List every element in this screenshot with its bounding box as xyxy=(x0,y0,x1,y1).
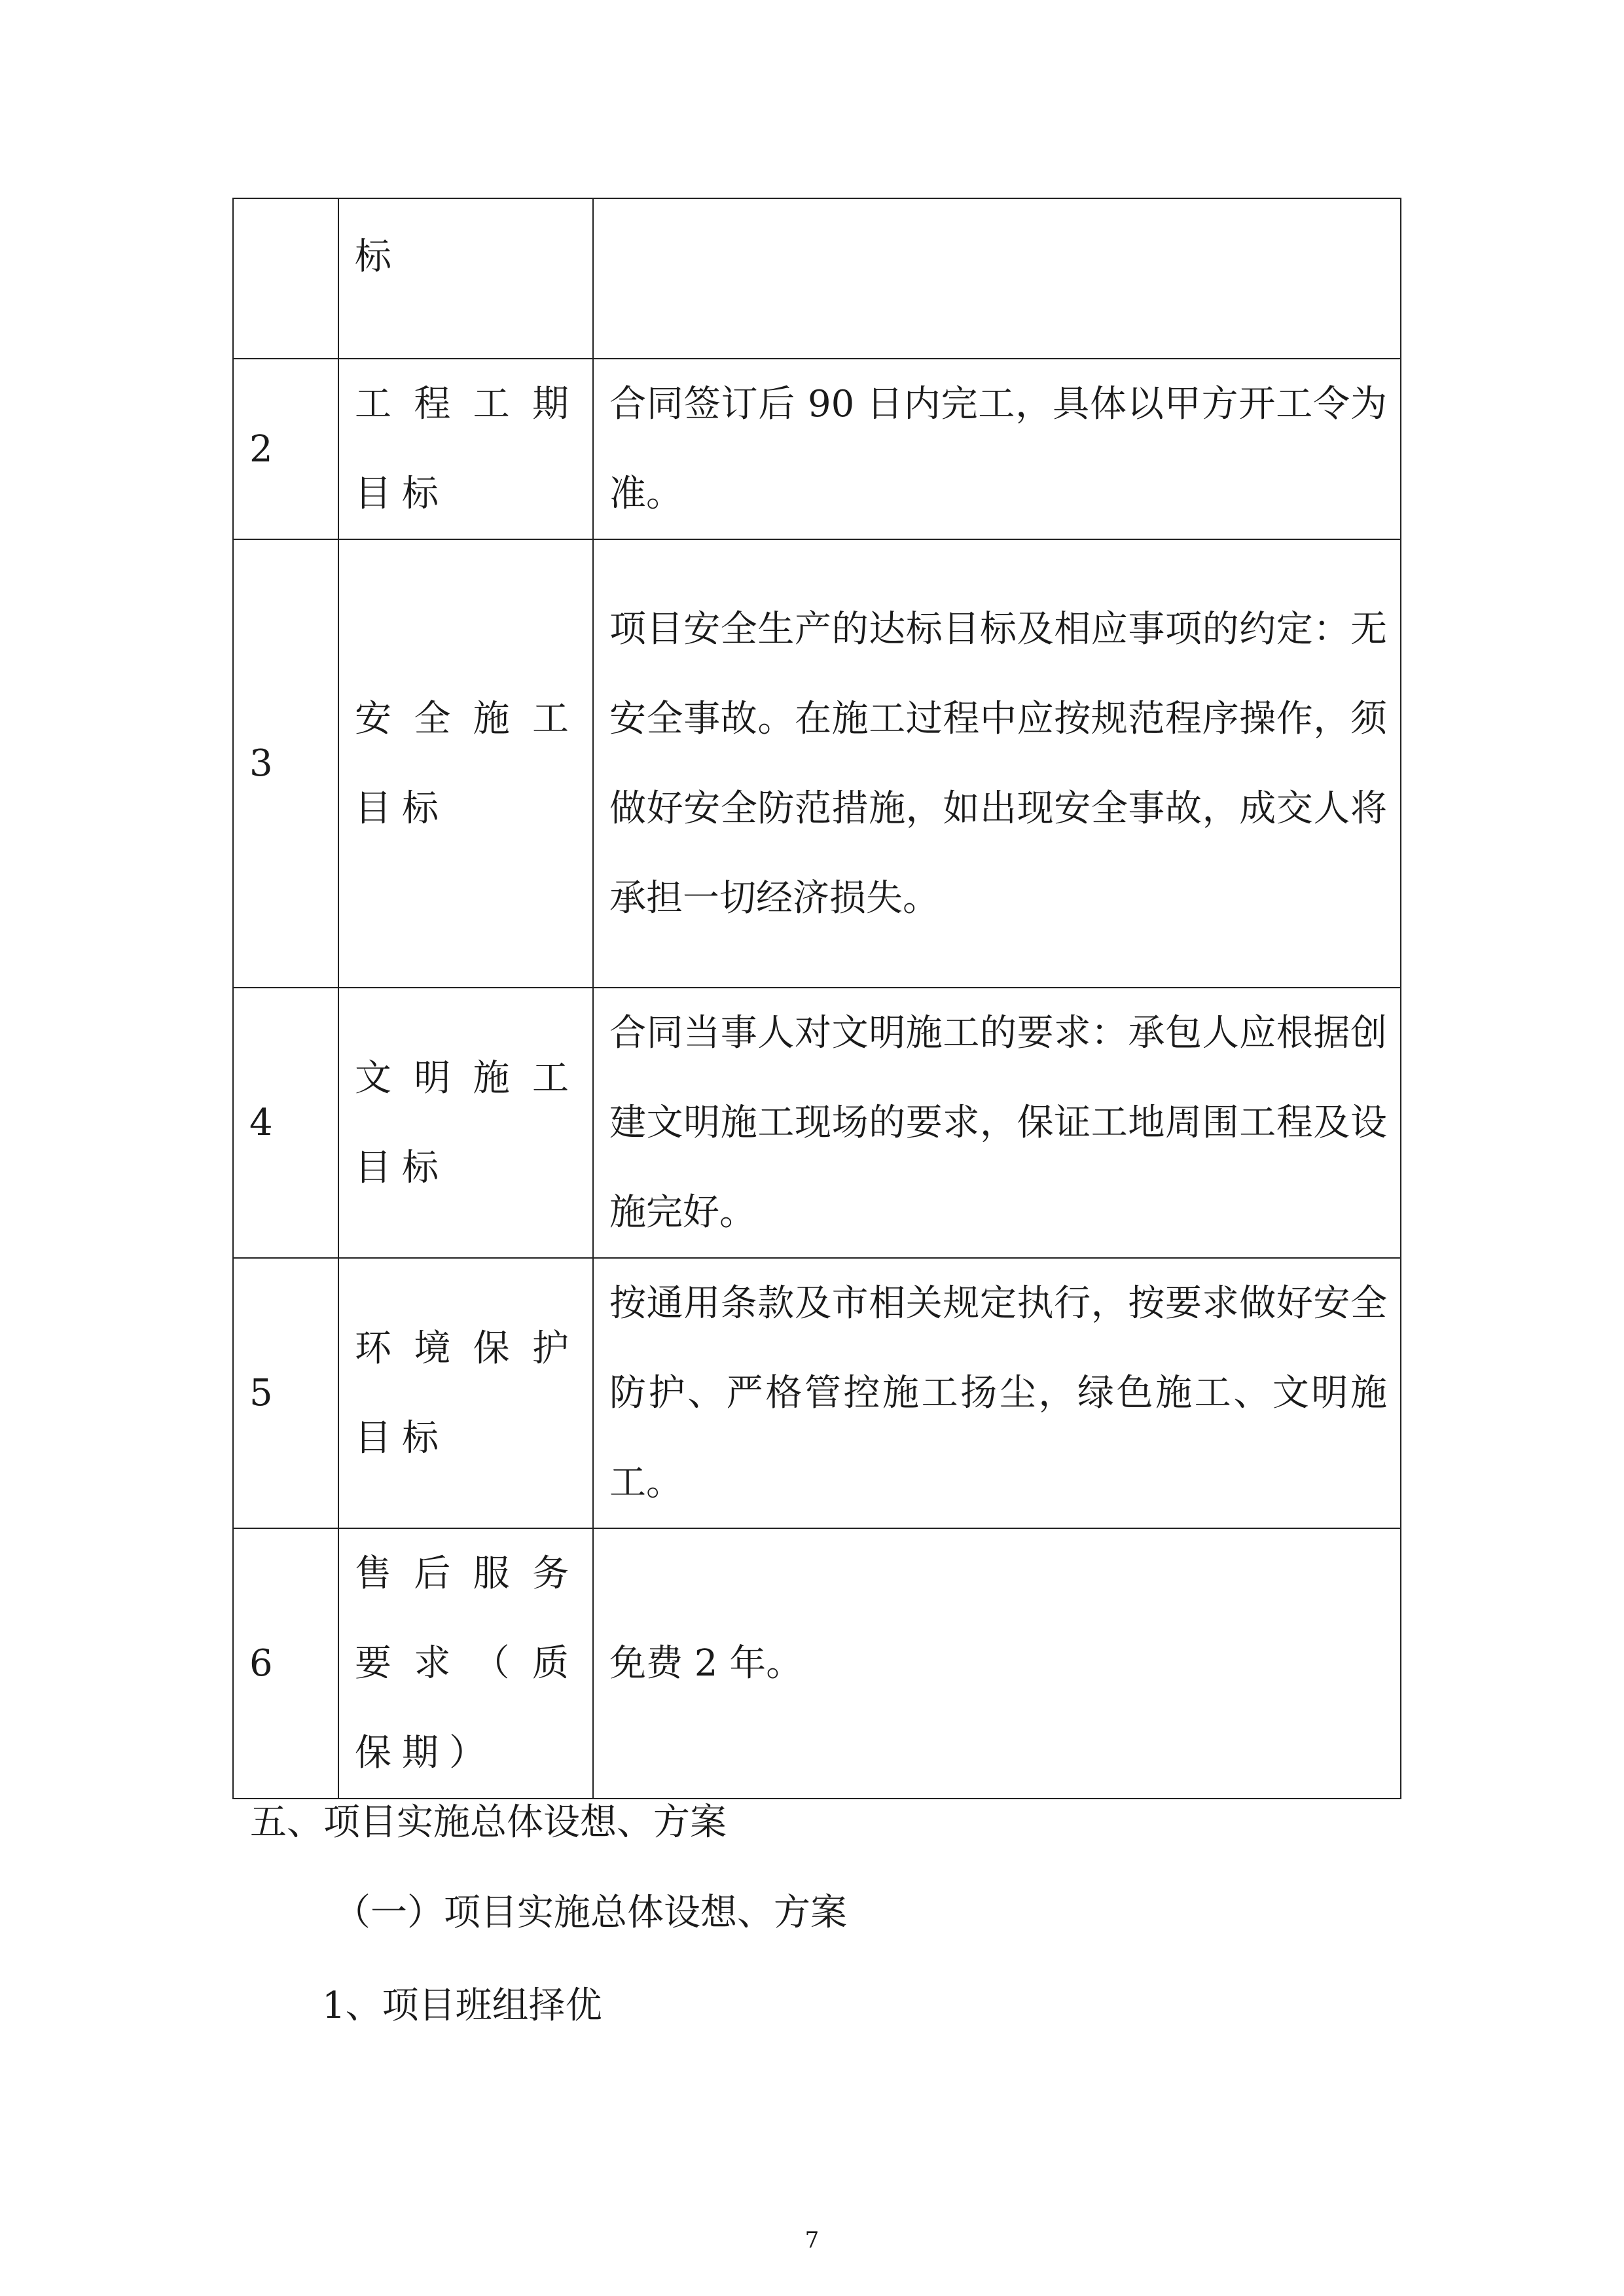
table-row xyxy=(233,539,1401,988)
section-heading: 五、项目实施总体设想、方案 xyxy=(250,1801,727,1844)
row-number: 5 xyxy=(233,1258,338,1528)
project-goals-table xyxy=(232,198,1401,1799)
goal-item: 环境保护目标 xyxy=(338,1258,593,1528)
row-number: 3 xyxy=(233,539,338,988)
goal-content: 合同当事人对文明施工的要求：承包人应根据创建文明施工现场的要求，保证工地周围工程及设施完好。 xyxy=(593,988,1401,1258)
goal-content: 按通用条款及市相关规定执行，按要求做好安全防护、严格管控施工扬尘，绿色施工、文明施工。 xyxy=(593,1258,1401,1528)
table-row xyxy=(233,359,1401,539)
goal-item: 文明施工目标 xyxy=(338,988,593,1258)
row-number xyxy=(233,198,338,359)
row-number: 4 xyxy=(233,988,338,1258)
subsection-heading: （一）项目实施总体设想、方案 xyxy=(334,1892,847,1934)
goal-item: 工程工期目标 xyxy=(338,359,593,539)
goal-content: 项目安全生产的达标目标及相应事项的约定：无安全事故。在施工过程中应按规范程序操作，须做好安全防范措施，如出现安全事故，成交人将承担一切经济损失。 xyxy=(593,539,1401,988)
table-row xyxy=(233,1528,1401,1799)
goal-item: 标 xyxy=(338,198,593,359)
goal-item: 安全施工目标 xyxy=(338,539,593,988)
table-row xyxy=(233,988,1401,1258)
goal-content: 合同签订后 90 日内完工，具体以甲方开工令为准。 xyxy=(593,359,1401,539)
goal-content xyxy=(593,198,1401,359)
row-number: 2 xyxy=(233,359,338,539)
goal-content: 免费 2 年。 xyxy=(593,1528,1401,1799)
table-row xyxy=(233,198,1401,359)
page-number: 7 xyxy=(804,2227,820,2253)
item-heading: 1、项目班组择优 xyxy=(322,1984,602,2027)
table-row xyxy=(233,1258,1401,1528)
row-number: 6 xyxy=(233,1528,338,1799)
goal-item: 售后服务要求（质保期） xyxy=(338,1528,593,1799)
